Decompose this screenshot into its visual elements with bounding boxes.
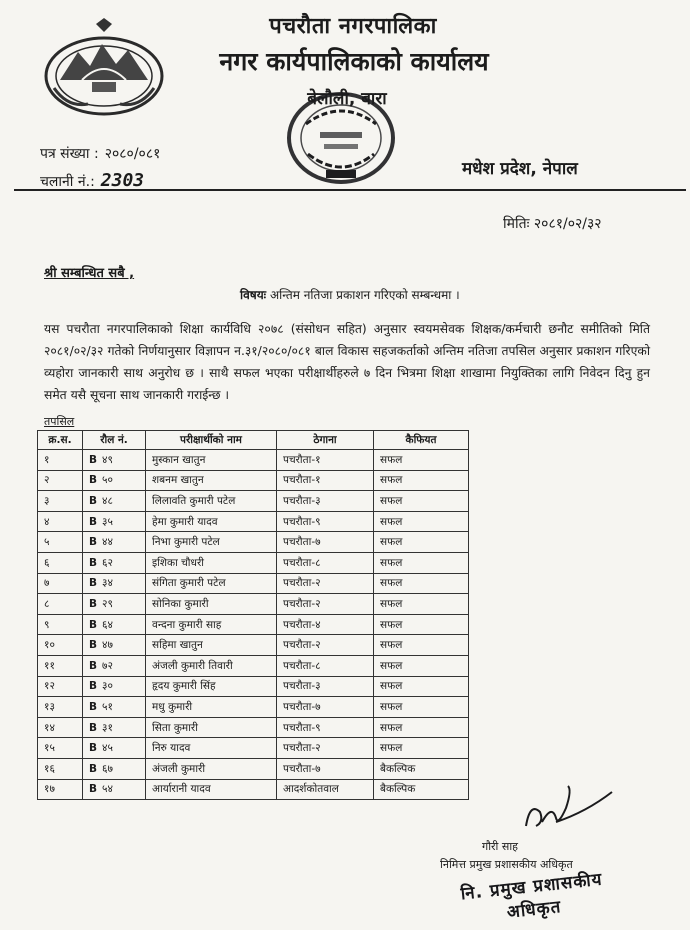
row-name: निरु यादव xyxy=(146,738,277,759)
row-address: पचरौता-३ xyxy=(277,676,374,697)
row-name: लिलावति कुमारी पटेल xyxy=(146,491,277,512)
handwritten-signature xyxy=(496,782,616,838)
letter-number-label: पत्र संख्या : xyxy=(40,146,99,162)
roll-number: ६४ xyxy=(102,618,113,631)
roll-number: ३० xyxy=(102,680,113,693)
row-remarks: सफल xyxy=(374,738,469,759)
row-roll xyxy=(83,573,146,594)
row-address: पचरौता-८ xyxy=(277,552,374,573)
row-name: अंजली कुमारी xyxy=(146,758,277,779)
roll-prefix: B xyxy=(89,762,98,775)
roll-prefix: B xyxy=(89,536,98,549)
row-roll xyxy=(83,676,146,697)
roll-number: ५० xyxy=(102,474,113,487)
addressee-text: श्री सम्बन्धित सबै , xyxy=(44,266,135,281)
row-serial: १५ xyxy=(38,738,83,759)
table-row xyxy=(38,779,469,800)
result-table xyxy=(37,430,469,800)
row-name: संगिता कुमारी पटेल xyxy=(146,573,277,594)
row-name: सहिमा खातुन xyxy=(146,635,277,656)
roll-number: ५१ xyxy=(102,700,113,713)
row-address: आदर्शकोतवाल xyxy=(277,779,374,800)
roll-prefix: B xyxy=(89,680,98,693)
row-roll xyxy=(83,779,146,800)
row-remarks: सफल xyxy=(374,635,469,656)
row-roll xyxy=(83,758,146,779)
table-row xyxy=(38,758,469,779)
row-address: पचरौता-७ xyxy=(277,532,374,553)
roll-prefix: B xyxy=(89,577,98,590)
letter-body: यस पचरौता नगरपालिकाको शिक्षा कार्यविधि २०७८ (संसोधन सहित) अनुसार स्वयमसेवक शिक्षक/कर्मचारी छनौट समीतिको मिति २०८१/०२/३२ गतेको निर्णयानुसार विज्ञापन न.३१/२०८०/०८१ बाल विकास सहजकर्ताको अन्तिम नतिजा तपसिल अनुसार प्रकाशन गरिएको व्यहोरा जानकारी साथ अनुरोध छ । साथै सफल भएका परीक्षार्थीहरुले ७ दिन भित्रमा शिक्षा शाखामा नियुक्तिका लागि निवेदन दिनु हुन समेत यसै सूचना साथ जानकारी गराईन्छ । xyxy=(44,322,650,402)
designation-stamp-text: नि. प्रमुख प्रशासकीय अधिकृत xyxy=(459,869,604,923)
row-address: पचरौता-७ xyxy=(277,758,374,779)
table-row xyxy=(38,470,469,491)
row-address: पचरौता-३ xyxy=(277,491,374,512)
subject-label: विषयः xyxy=(240,288,267,302)
row-roll xyxy=(83,450,146,471)
dispatch-number-line xyxy=(40,170,144,191)
row-roll xyxy=(83,655,146,676)
details-heading: तपसिल xyxy=(44,415,75,428)
roll-number: ४५ xyxy=(102,742,113,755)
row-serial: ९ xyxy=(38,614,83,635)
letter-date: मितिः २०८१/०२/३२ xyxy=(503,216,602,232)
row-address: पचरौता-२ xyxy=(277,738,374,759)
dispatch-number-label: चलानी नं.: xyxy=(40,174,95,190)
row-roll xyxy=(83,491,146,512)
row-serial: १० xyxy=(38,635,83,656)
row-roll xyxy=(83,738,146,759)
row-remarks: सफल xyxy=(374,552,469,573)
table-row xyxy=(38,511,469,532)
row-address: पचरौता-१ xyxy=(277,470,374,491)
row-name: सोनिका कुमारी xyxy=(146,594,277,615)
row-roll xyxy=(83,470,146,491)
roll-prefix: B xyxy=(89,783,98,796)
row-serial: २ xyxy=(38,470,83,491)
row-roll xyxy=(83,594,146,615)
office-name: नगर कार्यपालिकाको कार्यालय xyxy=(219,47,489,76)
signer-designation: निमित्त प्रमुख प्रशासकीय अधिकृत xyxy=(440,858,573,871)
row-serial: ७ xyxy=(38,573,83,594)
row-serial: ८ xyxy=(38,594,83,615)
roll-number: ५४ xyxy=(102,783,113,796)
row-remarks: सफल xyxy=(374,614,469,635)
row-serial: ११ xyxy=(38,655,83,676)
result-table-body xyxy=(38,450,469,800)
table-row xyxy=(38,655,469,676)
col-header-address: ठेगाना xyxy=(277,431,374,450)
table-row xyxy=(38,614,469,635)
row-remarks: बैकल्पिक xyxy=(374,758,469,779)
row-name: हृदय कुमारी सिंह xyxy=(146,676,277,697)
row-serial: १७ xyxy=(38,779,83,800)
roll-prefix: B xyxy=(89,453,98,466)
row-roll xyxy=(83,552,146,573)
row-remarks: सफल xyxy=(374,697,469,718)
row-address: पचरौता-२ xyxy=(277,573,374,594)
row-name: निभा कुमारी पटेल xyxy=(146,532,277,553)
row-roll xyxy=(83,511,146,532)
roll-prefix: B xyxy=(89,742,98,755)
table-row xyxy=(38,532,469,553)
roll-number: ३१ xyxy=(102,721,113,734)
row-remarks: सफल xyxy=(374,470,469,491)
roll-prefix: B xyxy=(89,700,98,713)
row-serial: १६ xyxy=(38,758,83,779)
row-name: मुस्कान खातुन xyxy=(146,450,277,471)
row-serial: १२ xyxy=(38,676,83,697)
roll-prefix: B xyxy=(89,597,98,610)
office-seal-stamp xyxy=(278,84,404,188)
table-row xyxy=(38,717,469,738)
row-address: पचरौता-४ xyxy=(277,614,374,635)
roll-number: ३५ xyxy=(102,515,113,528)
col-header-name: परीक्षार्थीको नाम xyxy=(146,431,277,450)
table-header-row xyxy=(38,431,469,450)
roll-number: ४८ xyxy=(102,494,113,507)
row-name: वन्दना कुमारी साह xyxy=(146,614,277,635)
addressee xyxy=(44,263,134,281)
row-address: पचरौता-१ xyxy=(277,450,374,471)
dispatch-number-value: 2303 xyxy=(100,170,145,191)
table-row xyxy=(38,697,469,718)
table-row xyxy=(38,676,469,697)
table-row xyxy=(38,450,469,471)
table-row xyxy=(38,552,469,573)
row-name: हेमा कुमारी यादव xyxy=(146,511,277,532)
row-address: पचरौता-७ xyxy=(277,697,374,718)
coat-of-arms-icon xyxy=(38,18,170,118)
row-serial: ३ xyxy=(38,491,83,512)
row-remarks: सफल xyxy=(374,717,469,738)
roll-number: ४४ xyxy=(102,536,113,549)
row-roll xyxy=(83,717,146,738)
roll-prefix: B xyxy=(89,494,98,507)
row-name: शबनम खातुन xyxy=(146,470,277,491)
letter-number-value: २०८०/०८१ xyxy=(104,146,161,162)
row-remarks: सफल xyxy=(374,511,469,532)
row-serial: ५ xyxy=(38,532,83,553)
row-name: मधु कुमारी xyxy=(146,697,277,718)
col-header-roll: रौल नं. xyxy=(83,431,146,450)
row-remarks: सफल xyxy=(374,594,469,615)
row-address: पचरौता-९ xyxy=(277,717,374,738)
row-remarks: सफल xyxy=(374,532,469,553)
roll-prefix: B xyxy=(89,639,98,652)
col-header-remarks: कैफियत xyxy=(374,431,469,450)
table-row xyxy=(38,594,469,615)
roll-number: २९ xyxy=(102,597,113,610)
roll-prefix: B xyxy=(89,721,98,734)
roll-prefix: B xyxy=(89,618,98,631)
row-remarks: सफल xyxy=(374,491,469,512)
roll-prefix: B xyxy=(89,659,98,672)
row-serial: १४ xyxy=(38,717,83,738)
row-roll xyxy=(83,614,146,635)
roll-number: ४९ xyxy=(102,453,113,466)
table-row xyxy=(38,573,469,594)
row-remarks: बैकल्पिक xyxy=(374,779,469,800)
roll-number: ३४ xyxy=(102,577,113,590)
subject-line xyxy=(240,286,460,303)
roll-prefix: B xyxy=(89,556,98,569)
row-serial: ४ xyxy=(38,511,83,532)
header-divider xyxy=(14,189,686,191)
row-address: पचरौता-२ xyxy=(277,635,374,656)
roll-prefix: B xyxy=(89,515,98,528)
row-name: सिता कुमारी xyxy=(146,717,277,738)
row-roll xyxy=(83,635,146,656)
row-name: इशिका चौधरी xyxy=(146,552,277,573)
municipality-name: पचरौता नगरपालिका xyxy=(269,14,437,39)
province-name: मधेश प्रदेश, नेपाल xyxy=(462,159,578,179)
subject-text: अन्तिम नतिजा प्रकाशन गरिएको सम्बन्धमा । xyxy=(269,288,460,302)
table-row xyxy=(38,491,469,512)
roll-number: ६७ xyxy=(102,762,113,775)
row-roll xyxy=(83,697,146,718)
row-remarks: सफल xyxy=(374,573,469,594)
row-remarks: सफल xyxy=(374,450,469,471)
row-address: पचरौता-२ xyxy=(277,594,374,615)
row-serial: १३ xyxy=(38,697,83,718)
row-serial: ६ xyxy=(38,552,83,573)
row-name: आर्यारानी यादव xyxy=(146,779,277,800)
office-place: बेलौली, बारा xyxy=(307,89,387,109)
roll-prefix: B xyxy=(89,474,98,487)
row-remarks: सफल xyxy=(374,655,469,676)
roll-number: ६२ xyxy=(102,556,113,569)
row-address: पचरौता-८ xyxy=(277,655,374,676)
row-roll xyxy=(83,532,146,553)
table-row xyxy=(38,738,469,759)
row-serial: १ xyxy=(38,450,83,471)
signer-name: गौरी साह xyxy=(482,840,519,853)
letter-number-line xyxy=(40,144,160,163)
row-name: अंजली कुमारी तिवारी xyxy=(146,655,277,676)
row-remarks: सफल xyxy=(374,676,469,697)
row-address: पचरौता-९ xyxy=(277,511,374,532)
roll-number: ७२ xyxy=(102,659,113,672)
roll-number: ४७ xyxy=(102,639,113,652)
col-header-serial: क्र.स. xyxy=(38,431,83,450)
table-row xyxy=(38,635,469,656)
